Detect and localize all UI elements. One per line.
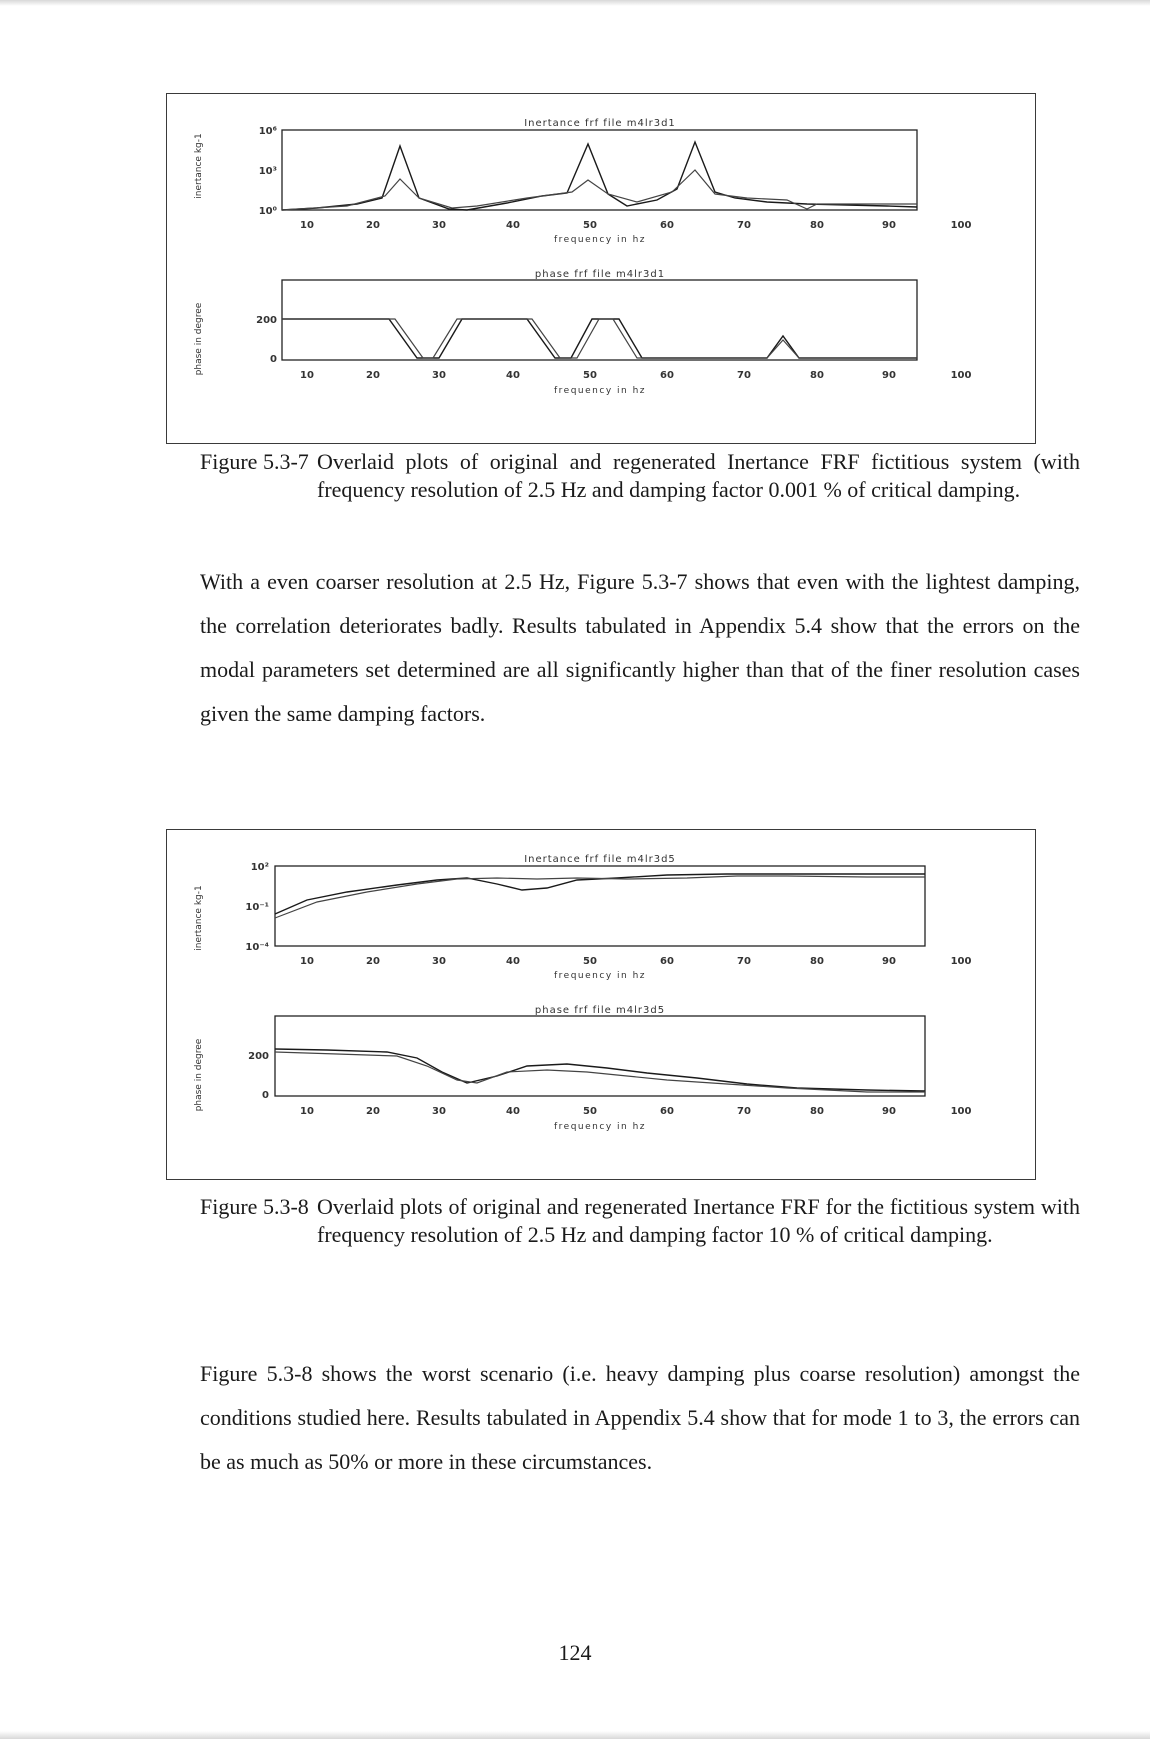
top-plot-title: Inertance frf file m4lr3d1 [524, 118, 676, 129]
x-tick: 20 [366, 956, 380, 967]
bottom-plot-frame [282, 280, 917, 360]
bottom-plot-title: phase frf file m4lr3d1 [534, 269, 666, 280]
bottom-x-ticks [300, 1106, 971, 1117]
y-tick: 10⁻¹ [245, 902, 269, 913]
y-tick: 10⁻⁴ [245, 942, 269, 953]
x-tick: 50 [583, 220, 597, 231]
figure-5-3-8-plots [167, 830, 1035, 1179]
top-plot-title: Inertance frf file m4lr3d5 [524, 854, 676, 865]
bottom-x-ticks [300, 370, 971, 381]
figure-caption [200, 1193, 1080, 1249]
x-tick: 90 [882, 220, 896, 231]
bottom-xlabel: frequency in hz [554, 1122, 646, 1132]
x-tick: 40 [506, 956, 520, 967]
figure-5-3-7-plots [167, 94, 1035, 443]
x-tick: 50 [583, 1106, 597, 1117]
y-tick: 10⁶ [258, 126, 277, 137]
body-paragraph: Figure 5.3-8 shows the worst scenario (i.e. heavy damping plus coarse resolution) amongst the conditions studied here. Results tabulated in Appendix 5.4 show that for mode 1 to 3, the errors can be as much as 50% or more in these circumstances. [200, 1361, 1080, 1474]
x-tick: 30 [432, 220, 446, 231]
x-tick: 100 [950, 956, 972, 967]
x-tick: 100 [950, 1106, 972, 1117]
y-tick: 200 [256, 315, 277, 326]
figure-caption [200, 448, 1080, 504]
x-tick: 70 [737, 1106, 751, 1117]
x-tick: 10 [300, 1106, 314, 1117]
x-tick: 90 [882, 956, 896, 967]
x-tick: 70 [737, 370, 751, 381]
bottom-curve-regenerated [282, 319, 917, 358]
bottom-plot-frame [275, 1016, 925, 1096]
x-tick: 60 [660, 220, 674, 231]
caption-text: Overlaid plots of original and regenerated Inertance FRF for the fictitious system with frequency resolution of 2.5 Hz and damping factor 10 % of critical damping. [317, 1194, 1080, 1247]
x-tick: 60 [660, 956, 674, 967]
x-tick: 50 [583, 370, 597, 381]
top-xlabel: frequency in hz [554, 235, 646, 245]
x-tick: 40 [506, 370, 520, 381]
x-tick: 60 [660, 1106, 674, 1117]
top-x-ticks [300, 956, 971, 967]
bottom-plot-title: phase frf file m4lr3d5 [534, 1005, 666, 1016]
y-tick: 10⁰ [258, 206, 277, 217]
top-curve-regenerated [282, 170, 917, 210]
x-tick: 50 [583, 956, 597, 967]
x-tick: 20 [366, 370, 380, 381]
x-tick: 90 [882, 370, 896, 381]
top-curve-regenerated [275, 876, 925, 918]
x-tick: 90 [882, 1106, 896, 1117]
caption-text: Overlaid plots of original and regenerated Inertance FRF fictitious system (with frequency resolution of 2.5 Hz and damping factor 0.001 % of critical damping. [317, 449, 1080, 502]
y-tick: 0 [270, 354, 277, 365]
x-tick: 70 [737, 220, 751, 231]
y-tick: 0 [262, 1090, 269, 1101]
y-tick: 200 [248, 1051, 269, 1062]
figure-5-3-7 [166, 93, 1036, 444]
body-paragraph: With a even coarser resolution at 2.5 Hz, Figure 5.3-7 shows that even with the lightest damping, the correlation deteriorates badly. Results tabulated in Appendix 5.4 show that the errors on the modal parameters set determined are all significantly higher than that of the finer resolution cases given the same damping factors. [200, 569, 1080, 726]
bottom-xlabel: frequency in hz [554, 386, 646, 396]
x-tick: 10 [300, 220, 314, 231]
x-tick: 60 [660, 370, 674, 381]
y-tick: 10² [250, 862, 269, 873]
x-tick: 40 [506, 220, 520, 231]
top-curve-original [282, 142, 917, 210]
top-curve-original [275, 874, 925, 914]
x-tick: 80 [810, 956, 824, 967]
x-tick: 40 [506, 1106, 520, 1117]
x-tick: 70 [737, 956, 751, 967]
page-top-edge [0, 0, 1150, 6]
top-x-ticks [300, 220, 971, 231]
x-tick: 30 [432, 1106, 446, 1117]
caption-label: Figure 5.3-8 [200, 1194, 309, 1219]
top-ylabel: inertance kg-1 [194, 885, 204, 951]
figure-5-3-8 [166, 829, 1036, 1180]
bottom-curve-original [282, 319, 917, 358]
y-tick: 10³ [258, 166, 277, 177]
page-bottom-edge [0, 1731, 1150, 1739]
x-tick: 20 [366, 220, 380, 231]
x-tick: 20 [366, 1106, 380, 1117]
x-tick: 30 [432, 956, 446, 967]
x-tick: 30 [432, 370, 446, 381]
x-tick: 100 [950, 370, 972, 381]
x-tick: 80 [810, 220, 824, 231]
bottom-curve-regenerated [275, 1052, 925, 1092]
x-tick: 10 [300, 370, 314, 381]
x-tick: 10 [300, 956, 314, 967]
x-tick: 100 [950, 220, 972, 231]
page-number: 124 [558, 1640, 592, 1665]
top-xlabel: frequency in hz [554, 971, 646, 981]
bottom-ylabel: phase in degree [194, 302, 204, 376]
bottom-ylabel: phase in degree [194, 1038, 204, 1112]
x-tick: 80 [810, 1106, 824, 1117]
caption-label: Figure 5.3-7 [200, 449, 309, 474]
x-tick: 80 [810, 370, 824, 381]
top-ylabel: inertance kg-1 [194, 133, 204, 199]
